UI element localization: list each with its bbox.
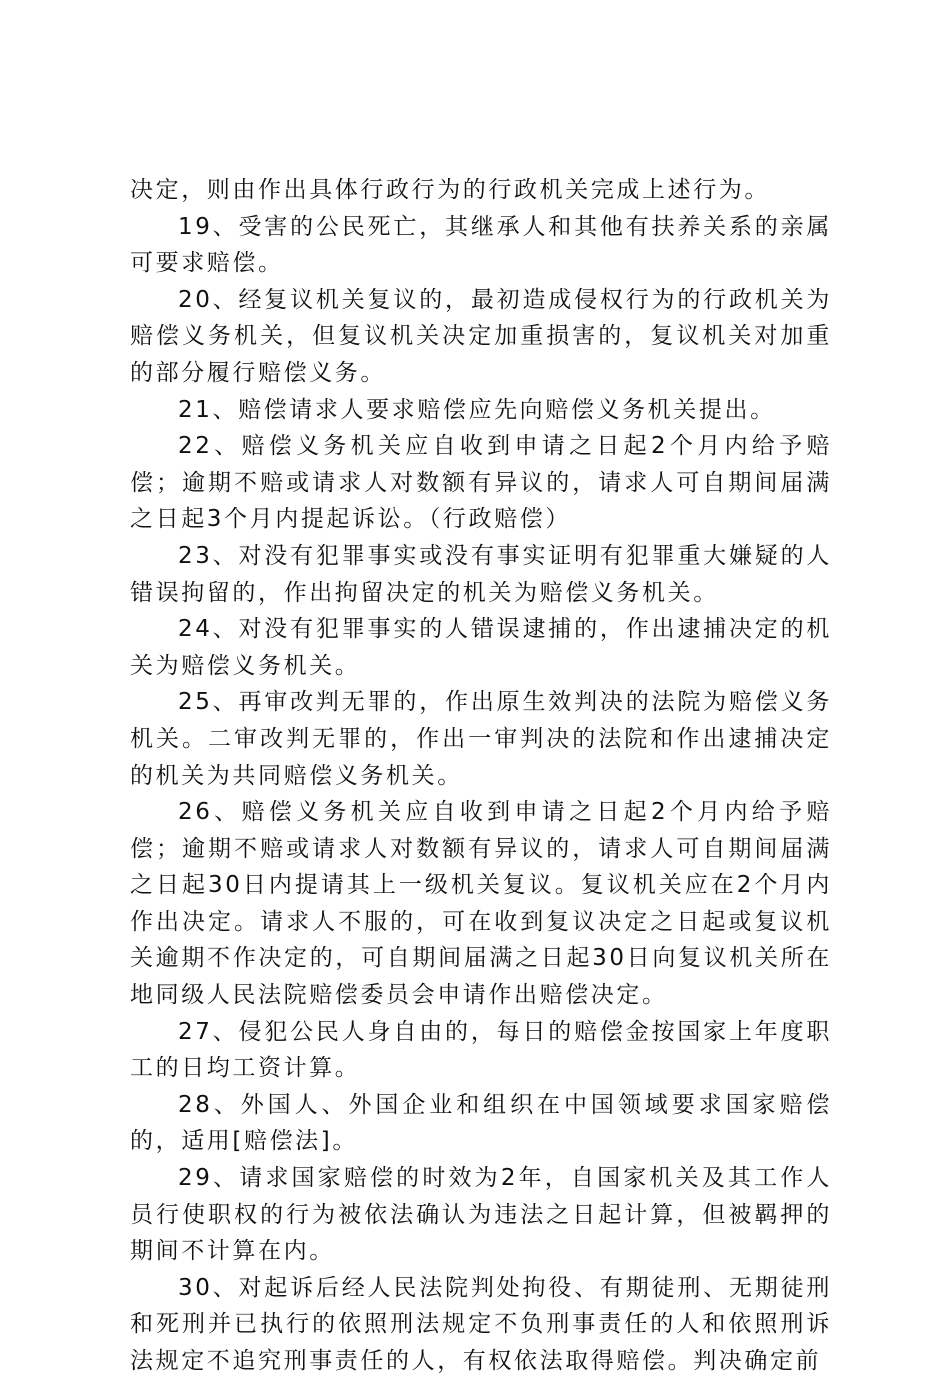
paragraph-item-27: 27、侵犯公民人身自由的，每日的赔偿金按国家上年度职工的日均工资计算。 xyxy=(130,1018,832,1082)
paragraph-item-28: 28、外国人、外国企业和组织在中国领域要求国家赔偿的，适用[赔偿法]。 xyxy=(130,1091,832,1155)
paragraph-item-22: 22、赔偿义务机关应自收到申请之日起2个月内给予赔偿；逾期不赔或请求人对数额有异议的，请求人可自期间届满之日起3个月内提起诉讼。（行政赔偿） xyxy=(130,433,832,533)
paragraph-item-21: 21、赔偿请求人要求赔偿应先向赔偿义务机关提出。 xyxy=(178,396,776,423)
paragraph-item-25: 25、再审改判无罪的，作出原生效判决的法院为赔偿义务机关。二审改判无罪的，作出一审判决的法院和作出逮捕决定的机关为共同赔偿义务机关。 xyxy=(130,689,832,789)
paragraph-item-24: 24、对没有犯罪事实的人错误逮捕的，作出逮捕决定的机关为赔偿义务机关。 xyxy=(130,616,832,679)
document-body xyxy=(130,172,832,1380)
paragraph-item-19: 19、受害的公民死亡，其继承人和其他有扶养关系的亲属可要求赔偿。 xyxy=(130,213,832,277)
paragraph-item-30: 30、对起诉后经人民法院判处拘役、有期徒刑、无期徒刑和死刑并已执行的依照刑法规定不负刑事责任的人和依照刑诉法规定不追究刑事责任的人，有权依法取得赔偿。判决确定前 xyxy=(130,1274,832,1374)
paragraph-continuation: 决定，则由作出具体行政行为的行政机关完成上述行为。 xyxy=(130,177,770,203)
paragraph-item-20: 20、经复议机关复议的，最初造成侵权行为的行政机关为赔偿义务机关，但复议机关决定加重损害的，复议机关对加重的部分履行赔偿义务。 xyxy=(130,286,832,386)
paragraph-item-29: 29、请求国家赔偿的时效为2年，自国家机关及其工作人员行使职权的行为被依法确认为违法之日起计算，但被羁押的期间不计算在内。 xyxy=(130,1165,832,1265)
paragraph-item-26: 26、赔偿义务机关应自收到申请之日起2个月内给予赔偿；逾期不赔或请求人对数额有异议的，请求人可自期间届满之日起30日内提请其上一级机关复议。复议机关应在2个月内作出决定。请求人不服的，可在收到复议决定之日起或复议机关逾期不作决定的，可自期间届满之日起30日向复议机关所在地同级人民法院赔偿委员会申请作出赔偿决定。 xyxy=(130,799,832,1009)
paragraph-item-23: 23、对没有犯罪事实或没有事实证明有犯罪重大嫌疑的人错误拘留的，作出拘留决定的机关为赔偿义务机关。 xyxy=(130,542,832,606)
